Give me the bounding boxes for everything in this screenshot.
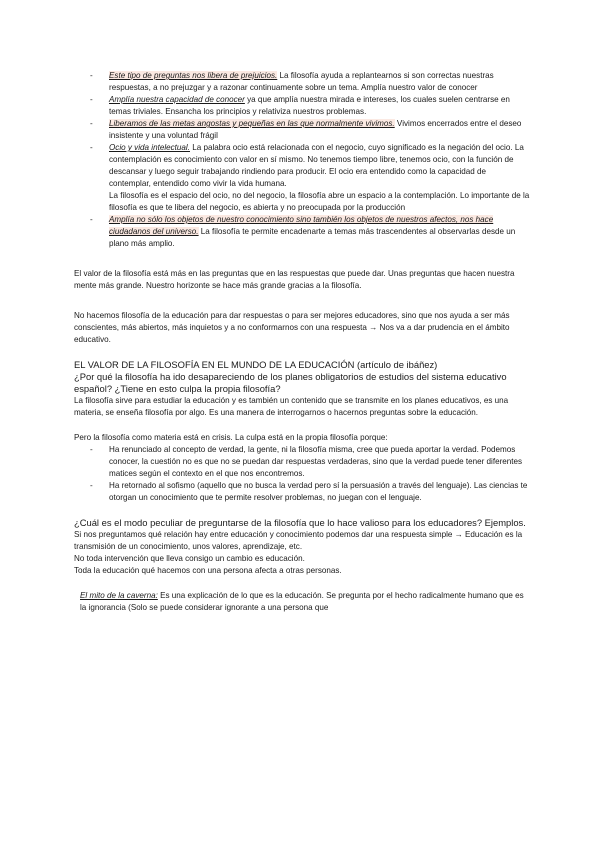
bullet-text: Ha retornado al sofismo (aquello que no busca la verdad pero sí la persuasión a través del lenguaje). Las ciencias te otorgan un conocimiento que te permite resolver problemas, no juegan con el lenguaje.	[109, 481, 528, 502]
bullet-text: Ha renunciado al concepto de verdad, la gente, ni la filosofía misma, cree que pueda aportar la verdad. Podemos conocer, la cuestión no es que no se puedan dar respuestas verdaderas, sino que la verdad puede tener diferentes matices según el contexto en el que nos encontremos.	[109, 445, 523, 478]
paragraph-philosophy-of-education: No hacemos filosofía de la educación para dar respuestas o para ser mejores educadores, sino que nos ayuda a ser más conscientes, más abiertos, más inquietos y a no conformarnos con una respuesta → Nos va a dar prudencia en el ámbito educativo.	[74, 311, 510, 344]
list-item	[74, 142, 530, 214]
cave-myth-lead: El mito de la caverna:	[80, 591, 158, 600]
bullet-dash: -	[90, 119, 93, 128]
paragraph-cave-myth	[74, 590, 530, 614]
paragraph-value-of-philosophy: El valor de la filosofía está más en las preguntas que en las respuestas que puede dar. Unas preguntas que hacen nuestra mente más grande. Nuestro horizonte se hace más grande gracias a la filosofía.	[74, 269, 515, 290]
cave-myth-text: Es una explicación de lo que es la educación. Se pregunta por el hecho radicalmente humano que es la ignorancia (Solo se puede considerar ignorante a una persona que	[80, 591, 524, 612]
paragraph-answer-line: No toda intervención que lleva consigo un cambio es educación.	[74, 554, 305, 563]
bullet-lead: Ocio y vida intelectual.	[109, 143, 190, 152]
paragraph-crisis: Pero la filosofía como materia está en crisis. La culpa está en la propia filosofía porque:	[74, 433, 388, 442]
list-item	[74, 480, 530, 504]
bullet-lead: Este tipo de preguntas nos libera de prejuicios.	[109, 71, 278, 80]
bullet-list-philosophy-values	[74, 70, 530, 250]
list-item	[74, 70, 530, 94]
list-item	[74, 118, 530, 142]
bullet-list-crisis-reasons	[74, 444, 530, 504]
section-heading: EL VALOR DE LA FILOSOFÍA EN EL MUNDO DE LA EDUCACIÓN (artículo de ibáñez)	[74, 359, 438, 370]
paragraph-answer-line: Toda la educación qué hacemos con una persona afecta a otras personas.	[74, 566, 342, 575]
bullet-dash: -	[90, 143, 93, 152]
bullet-dash: -	[90, 445, 93, 454]
bullet-dash: -	[90, 215, 93, 224]
list-item	[74, 444, 530, 480]
question-heading: ¿Cuál es el modo peculiar de preguntarse de la filosofía que lo hace valioso para los educadores? Ejemplos.	[74, 517, 526, 528]
paragraph-answer-line: Si nos preguntamos qué relación hay entre educación y conocimiento podemos dar una respuesta simple → Educación es la transmisión de un conocimiento, unos valores, aprendizaje, etc.	[74, 530, 523, 551]
bullet-lead: Amplía no sólo los objetos de nuestro conocimiento sino también los objetos de nuestros afectos, nos hace ciudadanos del universo.	[109, 215, 494, 236]
bullet-lead: Amplía nuestra capacidad de conocer	[109, 95, 245, 104]
bullet-continuation: La filosofía es el espacio del ocio, no del negocio, la filosofía abre un espacio a la contemplación. Lo importante de la filosofía es que te libera del negocio, es abierta y no preocupada por la producción	[109, 191, 530, 212]
bullet-dash: -	[90, 481, 93, 490]
bullet-text: ya que amplía nuestra mirada e intereses, los cuales suelen centrarse en temas triviales. Ensancha los principios y relativiza nuestros problemas.	[109, 95, 510, 116]
bullet-text: La filosofía te permite encadenarte a temas más trascendentes al observarlas desde un plano más amplio.	[109, 227, 516, 248]
bullet-text: La palabra ocio está relacionada con el negocio, cuyo significado es la negación del ocio. La contemplación es conocimiento con valor en sí mismo. No tenemos tiempo libre, tenemos ocio, con la función de descansar y luego seguir trabajando rindiendo para producir. El ocio era entendido como la capacidad de contemplar, entendido como vivir la vida humana.	[109, 143, 524, 188]
list-item	[74, 214, 530, 250]
bullet-text: La filosofía ayuda a replantearnos si son correctas nuestras respuestas, a no prejuzgar y a razonar continuamente sobre un tema. Amplía nuestro valor de conocer	[109, 71, 494, 92]
bullet-text: Vivimos encerrados entre el deseo insistente y una voluntad frágil	[109, 119, 522, 140]
bullet-lead: Liberamos de las metas angostas y pequeñas en las que normalmente vivimos.	[109, 119, 395, 128]
bullet-dash: -	[90, 95, 93, 104]
bullet-dash: -	[90, 71, 93, 80]
list-item	[74, 94, 530, 118]
question-heading: ¿Por qué la filosofía ha ido desapareciendo de los planes obligatorios de estudios del sistema educativo español? ¿Tiene en esto culpa la propia filosofía?	[74, 371, 507, 394]
document-page	[74, 70, 530, 614]
paragraph-answer: La filosofía sirve para estudiar la educación y es también un contenido que se transmite en los planes educativos, es una materia, se enseña filosofía por algo. Es una manera de interrogarnos o hacernos preguntas sobre la educación.	[74, 396, 509, 417]
